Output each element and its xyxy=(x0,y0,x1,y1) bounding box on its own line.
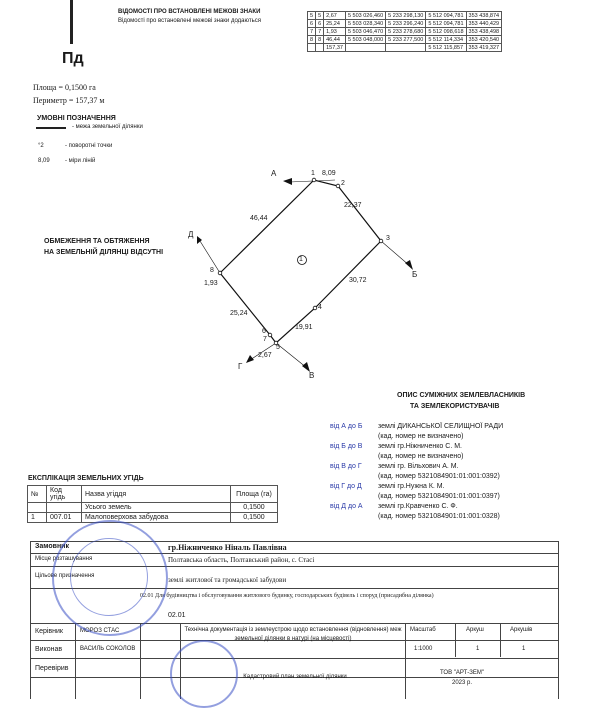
coord-cell: 5 233 277,500 xyxy=(386,36,426,44)
title-block-line xyxy=(140,623,141,699)
location-label: Місце розташування xyxy=(35,556,93,562)
neighbor-text: землі гр.Кравченко С. Ф. xyxy=(378,503,458,510)
explication-title: ЕКСПЛІКАЦІЯ ЗЕМЕЛЬНИХ УГІДЬ xyxy=(28,475,144,482)
coord-cell: 353 438,874 xyxy=(466,12,502,20)
coord-cell: 353 420,540 xyxy=(466,36,502,44)
neighbor-item xyxy=(330,442,585,462)
coord-cell: 5 xyxy=(316,12,324,20)
neighbor-text: землі гр. Вільхович А. М. xyxy=(378,463,459,470)
document-title: Технічна документація із землеустрою щодо встановлення (відновлення) меж земельної ділянки в натурі (на місцевості) xyxy=(184,627,402,642)
neighbor-text: землі гр.Нужна К. М. xyxy=(378,483,445,490)
neighbor-text: землі ДИКАНСЬКОЇ СЕЛИЩНОЇ РАДИ xyxy=(378,423,504,430)
coord-cell: 8 xyxy=(308,36,316,44)
area-text: Площа = 0,1500 га xyxy=(33,83,96,92)
coord-cell: 353 438,498 xyxy=(466,28,502,36)
legend-item: - межа земельної ділянки xyxy=(72,124,143,130)
coord-cell: 5 233 278,680 xyxy=(386,28,426,36)
restrictions-line2: НА ЗЕМЕЛЬНІЙ ДІЛЯНЦІ ВІДСУТНІ xyxy=(44,249,164,256)
coord-cell: 25,24 xyxy=(324,20,346,28)
point-label: 8 xyxy=(210,267,214,274)
title-block-border xyxy=(30,541,31,699)
neighbors-subtitle: ТА ЗЕМЛЕКОРИСТУВАЧІВ xyxy=(410,403,500,410)
restrictions-line1: ОБМЕЖЕННЯ ТА ОБТЯЖЕННЯ xyxy=(44,238,150,245)
neighbor-cadastral: (кад. номер 5321084901:01:001:0397) xyxy=(378,493,500,500)
role-label: Перевірив xyxy=(35,665,69,672)
table-row xyxy=(28,513,278,523)
coord-cell: 7 xyxy=(308,28,316,36)
sheet-value: 1 xyxy=(476,646,480,652)
purpose-detail: 02.01 Для будівництва і обслуговування житлового будинку, господарських будівель і споруд (присадибна ділянка) xyxy=(140,593,434,599)
neighbor-text: землі гр.Ніжниченко С. М. xyxy=(378,443,462,450)
coord-cell: 5 503 048,000 xyxy=(345,36,385,44)
coord-cell: 5 233 298,130 xyxy=(386,12,426,20)
coord-cell: 8 xyxy=(316,36,324,44)
column-header: № xyxy=(28,486,47,503)
sheet-label: Аркуш xyxy=(466,627,484,633)
table-cell: 1 xyxy=(28,513,47,523)
neighbor-range: від В до Г xyxy=(330,463,362,470)
direction-letter: Г xyxy=(238,362,243,371)
neighbor-cadastral: (кад. номер 5321084901:01:001:0328) xyxy=(378,513,500,520)
direction-letter: В xyxy=(309,371,315,380)
column-header: Назва угіддя xyxy=(82,486,231,503)
neighbor-range: від Д до А xyxy=(330,503,363,510)
neighbor-item xyxy=(330,462,585,482)
direction-letter: Б xyxy=(412,270,418,279)
sheets-value: 1 xyxy=(522,646,526,652)
coord-cell: 5 503 028,340 xyxy=(345,20,385,28)
header-title: ВІДОМОСТІ ПРО ВСТАНОВЛЕНІ МЕЖОВІ ЗНАКИ xyxy=(118,9,261,15)
neighbors-list xyxy=(330,422,585,522)
seal-stamp-inner xyxy=(70,538,148,616)
purpose-label: Цільове призначення xyxy=(35,573,95,579)
title-block-border xyxy=(558,541,559,699)
coord-cell: 5 512 098,618 xyxy=(426,28,466,36)
side-length: 22,37 xyxy=(344,202,362,209)
company-stamp xyxy=(170,640,238,708)
purpose-value: землі житлової та громадської забудови xyxy=(168,576,287,584)
side-length: 1,93 xyxy=(204,280,218,287)
table-cell xyxy=(47,503,82,513)
coord-cell: 5 xyxy=(308,12,316,20)
point-label: 4 xyxy=(318,304,322,311)
legend-item: - міри ліній xyxy=(65,158,96,164)
signer-name: ВАСИЛЬ СОКОЛОВ xyxy=(80,646,136,652)
perimeter-text: Периметр = 157,37 м xyxy=(33,96,105,105)
coord-cell: 6 xyxy=(316,20,324,28)
coord-cell: 1,93 xyxy=(324,28,346,36)
neighbor-range: від Г до Д xyxy=(330,483,362,490)
table-cell: 007.01 xyxy=(47,513,82,523)
point-label: 7 xyxy=(263,336,267,343)
table-row xyxy=(28,503,278,513)
direction-letter: А xyxy=(271,169,277,178)
side-length: 8,09 xyxy=(322,170,336,177)
neighbor-cadastral: (кад. номер не визначено) xyxy=(378,453,464,460)
coord-cell: 5 503 046,470 xyxy=(345,28,385,36)
scale-mark: Пд xyxy=(62,50,84,67)
direction-arrows xyxy=(197,178,413,372)
side-length: 30,72 xyxy=(349,277,367,284)
neighbor-cadastral: (кад. номер 5321084901:01:001:0392) xyxy=(378,473,500,480)
coord-cell: 5 503 026,460 xyxy=(345,12,385,20)
side-length: 19,91 xyxy=(295,324,313,331)
coord-cell: 157,37 xyxy=(324,44,346,52)
point-label: 3 xyxy=(386,235,390,242)
company-year: 2023 р. xyxy=(452,680,473,686)
column-header: Код угідь xyxy=(47,486,82,503)
coord-cell: 5 512 094,781 xyxy=(426,20,466,28)
role-label: Керівник xyxy=(35,628,63,635)
side-length: 46,44 xyxy=(250,215,268,222)
neighbor-cadastral: (кад. номер не визначено) xyxy=(378,433,464,440)
table-cell: 0,1500 xyxy=(231,503,278,513)
parcel-number: 1 xyxy=(299,256,303,263)
coord-cell: 5 512 115,857 xyxy=(426,44,466,52)
legend-symbol: 8,09 xyxy=(38,158,50,164)
column-header: Площа (га) xyxy=(231,486,278,503)
point-label: 5 xyxy=(276,344,280,351)
neighbor-range: від А до Б xyxy=(330,423,363,430)
neighbors-title: ОПИС СУМІЖНИХ ЗЕМЛЕВЛАСНИКІВ xyxy=(397,392,526,399)
table-cell: 0,1500 xyxy=(231,513,278,523)
table-cell: Малоповерхова забудова xyxy=(82,513,231,523)
neighbor-item xyxy=(330,502,585,522)
coord-cell: 5 512 094,781 xyxy=(426,12,466,20)
coord-cell: 46,44 xyxy=(324,36,346,44)
direction-lines xyxy=(200,180,410,368)
coord-cell: 353 419,327 xyxy=(466,44,502,52)
company-name: ТОВ "АРТ-ЗЕМ" xyxy=(440,670,485,676)
table-cell: Усього земель xyxy=(82,503,231,513)
header-subtitle: Відомості про встановлені межові знаки додаються xyxy=(118,18,261,24)
sheets-label: Аркушів xyxy=(510,627,533,633)
coord-cell: 5 512 114,334 xyxy=(426,36,466,44)
title-block-line xyxy=(30,658,558,659)
signer-name: МОРОЗ СТАС xyxy=(80,628,120,634)
title-block-line xyxy=(455,623,456,657)
point-label: 1 xyxy=(311,170,315,177)
scale-value: 1:1000 xyxy=(414,646,433,652)
scale-label: Масштаб xyxy=(410,627,436,633)
side-length: 2,67 xyxy=(258,352,272,359)
neighbor-range: від Б до В xyxy=(330,443,363,450)
point-label: 2 xyxy=(341,180,345,187)
owner-value: гр.Ніжниченко Ніналь Павлівна xyxy=(168,543,287,552)
title-block-line xyxy=(405,623,406,699)
coord-cell: 2,67 xyxy=(324,12,346,20)
owner-label: Замовник xyxy=(35,543,69,550)
coord-cell: 5 233 296,240 xyxy=(386,20,426,28)
location-value: Полтавська область, Полтавський район, с. Стасі xyxy=(168,556,315,564)
legend-title: УМОВНІ ПОЗНАЧЕННЯ xyxy=(37,115,116,122)
explication-table xyxy=(27,485,278,523)
title-block-line xyxy=(500,623,501,657)
plan-title: Кадастровий план земельної ділянки xyxy=(243,674,347,680)
coord-cell: 353 440,429 xyxy=(466,20,502,28)
neighbor-item xyxy=(330,422,585,442)
legend-symbol: °2 xyxy=(38,143,44,149)
title-block-line xyxy=(75,623,76,699)
neighbor-item xyxy=(330,482,585,502)
coord-cell: 7 xyxy=(316,28,324,36)
coord-cell: 6 xyxy=(308,20,316,28)
side-length: 25,24 xyxy=(230,310,248,317)
purpose-code: 02.01 xyxy=(168,612,186,619)
direction-letter: Д xyxy=(188,230,194,239)
legend-item: - поворотні точки xyxy=(65,143,113,149)
point-label: 6 xyxy=(262,328,266,335)
table-cell xyxy=(28,503,47,513)
role-label: Виконав xyxy=(35,646,63,653)
